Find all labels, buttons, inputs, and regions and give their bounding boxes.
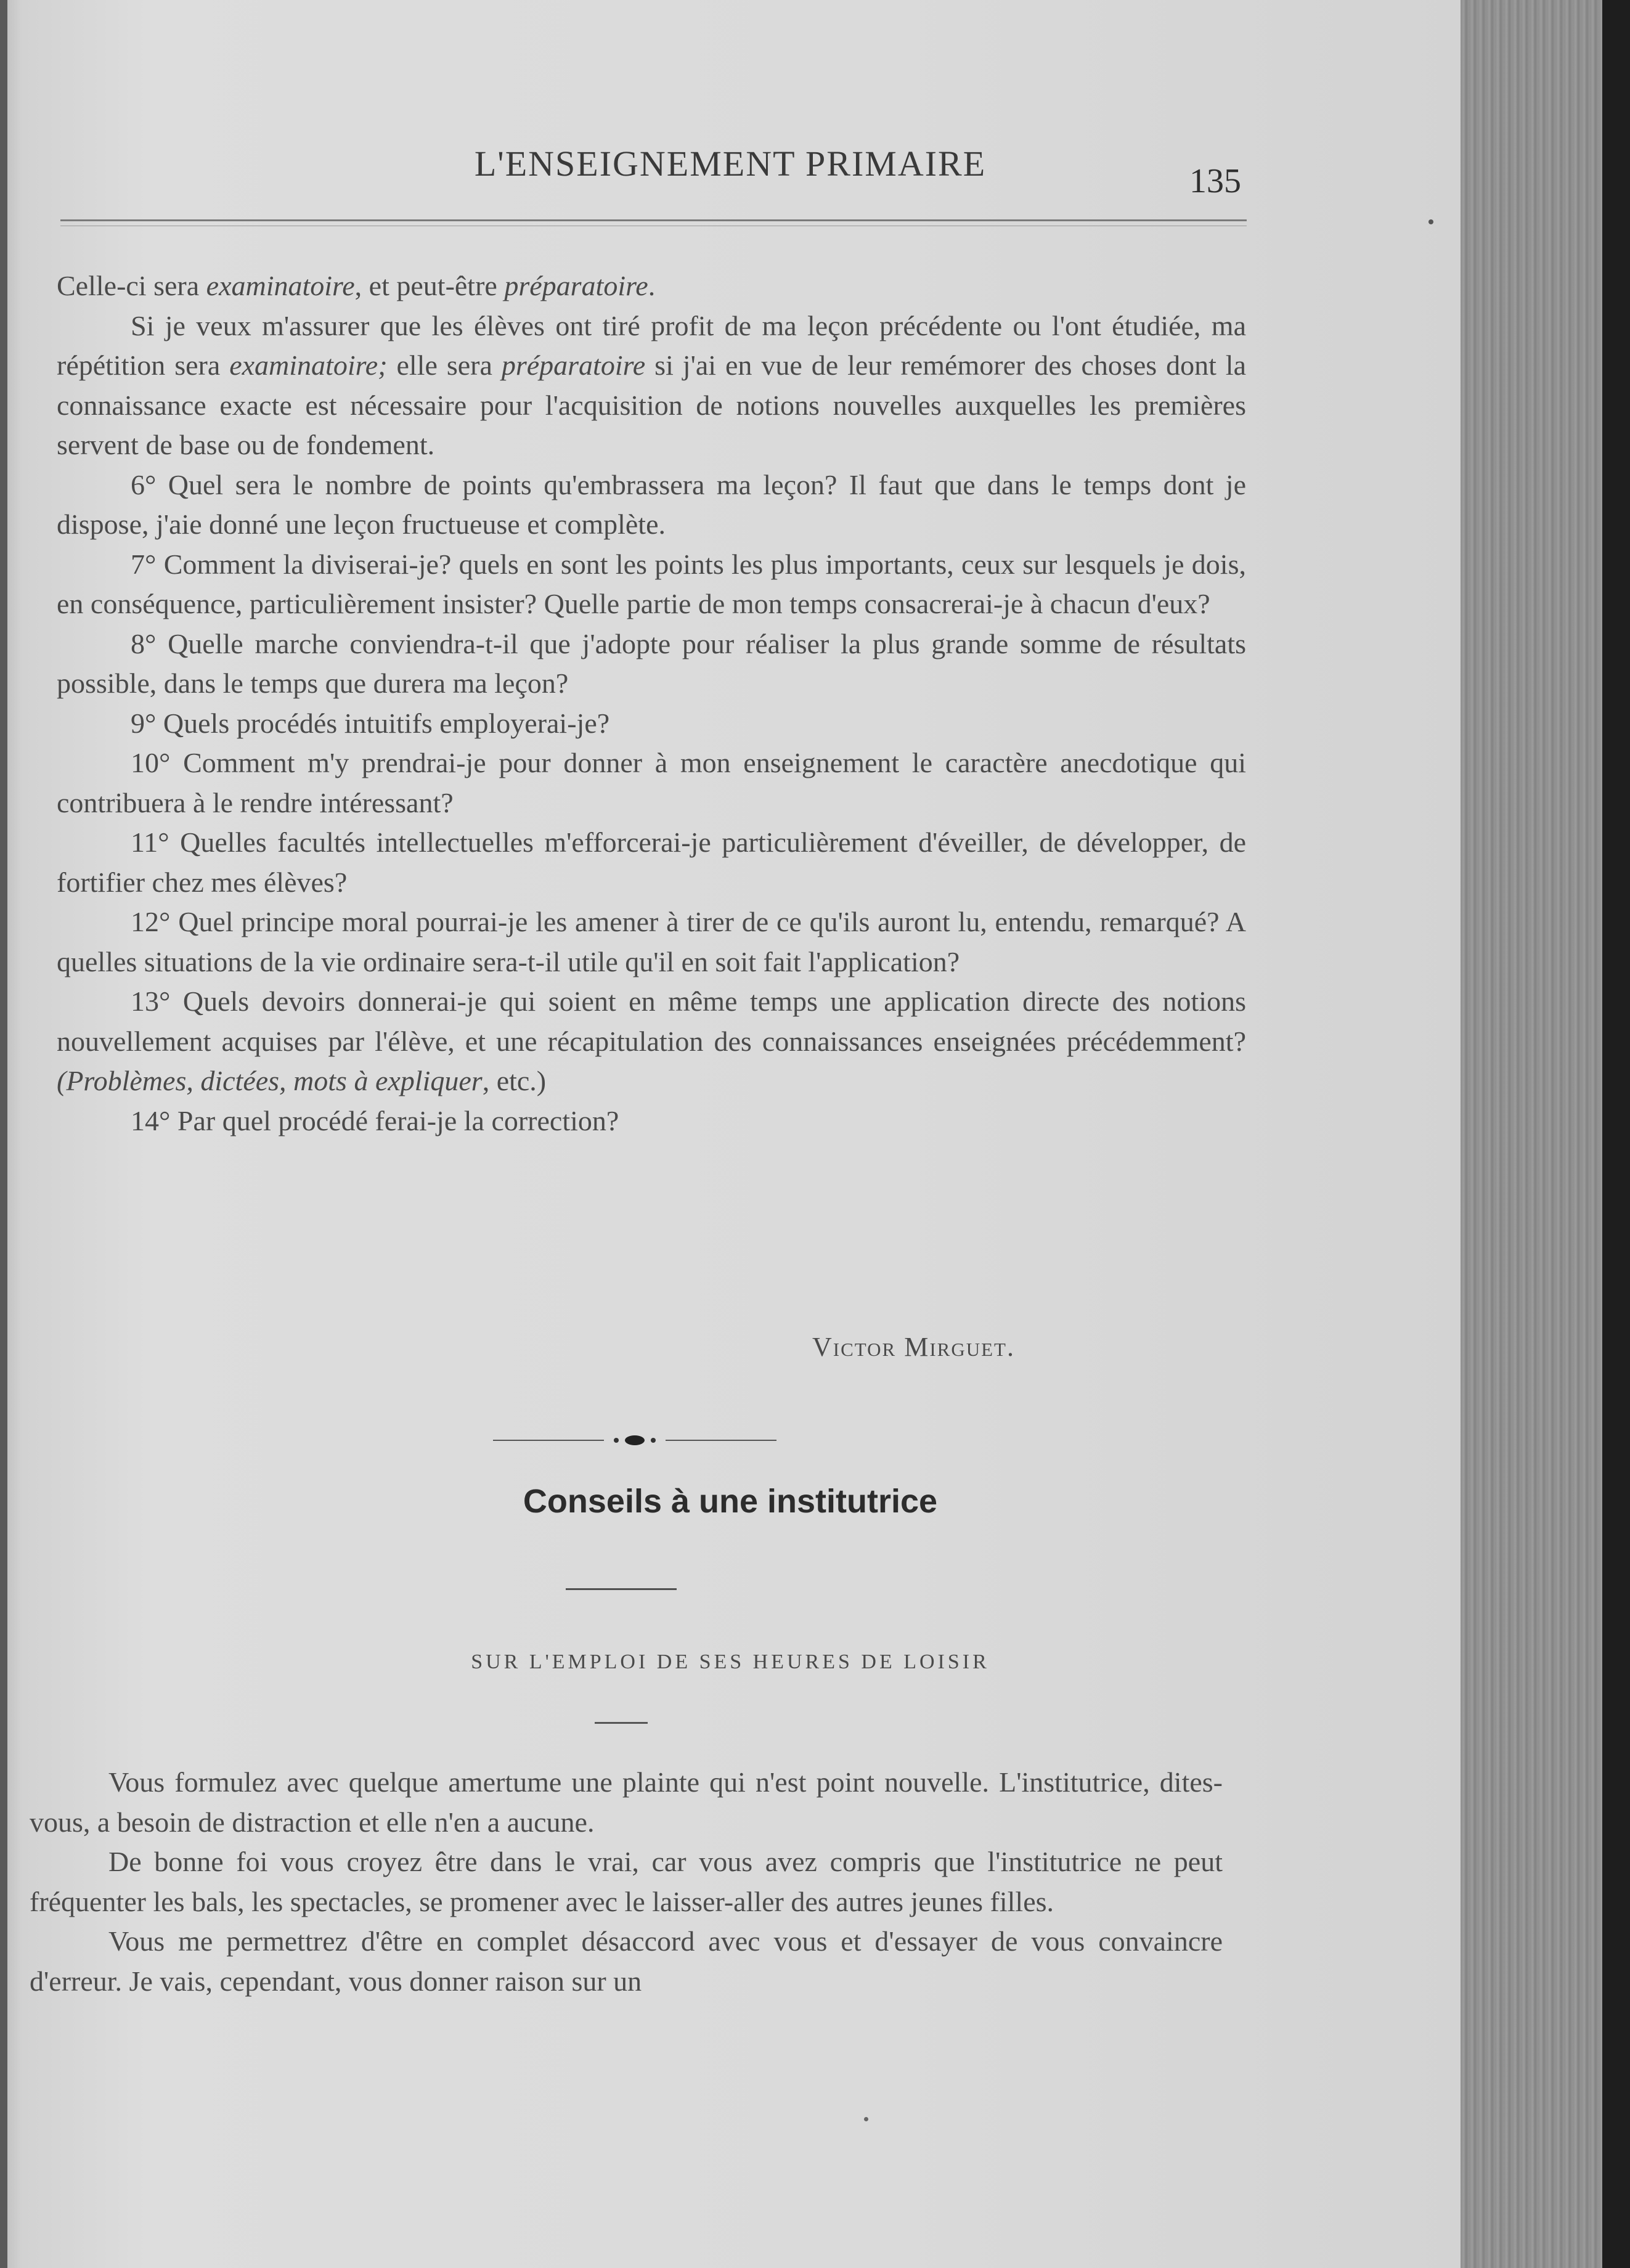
paragraph-text: Vous formulez avec quelque amertume une plainte qui n'est point nouvelle. L'institutrice, dites-vous, a besoin de distraction et elle n'en a aucune. [30,1766,1223,1838]
italic-term: préparatoire [504,270,648,301]
paragraph-text: De bonne foi vous croyez être dans le vrai, car vous avez compris que l'institutrice ne peut fréquenter les bals, les spectacles, se promener avec le laisser-aller des autres jeunes filles. [30,1846,1223,1917]
section-title: Conseils à une institutrice [523,1483,938,1520]
subtitle-rule [595,1722,648,1724]
paragraph-text: . [648,270,656,301]
paragraph [57,982,1246,1101]
paragraph-text: 7° Comment la diviserai-je? quels en sont les points les plus importants, ceux sur lesquels je dois, en conséquence, particulièrement insister? Quelle partie de mon temps consacrerai-je à chacun d'eux? [57,548,1246,619]
paragraph-text: , et peut-être [354,270,505,301]
page-number: 135 [1189,162,1241,200]
paragraph-text: 14° Par quel procédé ferai-je la correction? [131,1104,619,1136]
paragraph [57,902,1246,982]
paragraph-text: 10° Comment m'y prendrai-je pour donner à mon enseignement le caractère anecdotique qui contribuera à le rendre intéressant? [57,747,1246,818]
paragraph [57,704,1246,744]
paragraph-text: si j'ai en vue de leur remémorer des choses dont la connaissance exacte est nécessaire pour l'acquisition de notions nouvelles auxquelles les premières servent de base ou de fondement. [57,349,1247,460]
paragraph-text: 12° Quel principe moral pourrai-je les amener à tirer de ce qu'ils auront lu, entendu, remarqué? A quelles situations de la vie ordinaire sera-t-il utile qu'il en soit fait l'application? [57,906,1246,977]
speck-mark [1428,219,1433,224]
paragraph-text: Vous me permettrez d'être en complet désaccord avec vous et d'essayer de vous convaincre d'erreur. Je vais, cependant, vous donner raison sur un [30,1925,1223,1997]
header-rule [60,219,1247,221]
paragraph-text: Celle-ci sera [57,270,206,301]
paragraph [57,743,1246,823]
section-rule [566,1588,677,1590]
paragraph [57,1101,1246,1141]
page-left-shadow [0,0,7,2268]
article-body [57,266,1246,1141]
paragraph-text: 11° Quelles facultés intellectuelles m'efforcerai-je particulièrement d'éveiller, de développer, de fortifier chez mes élèves? [57,826,1246,898]
paragraph [30,1922,1223,2001]
paragraph-text: 9° Quels procédés intuitifs employerai-je? [131,707,610,739]
paragraph-text: 8° Quelle marche conviendra-t-il que j'adopte pour réaliser la plus grande somme de résultats possible, dans le temps que durera ma leçon? [57,627,1246,699]
paragraph [57,306,1246,465]
ornament-divider-icon [493,1431,776,1450]
italic-term: (Problèmes, dictées, mots à expliquer [57,1065,483,1096]
section-body [30,1763,1223,2001]
paragraph-text: Si je veux m'assurer que les élèves ont tiré profit de ma leçon précédente ou l'ont étudiée, ma répétition sera [57,309,1246,381]
paragraph-text: 13° Quels devoirs donnerai-je qui soient en même temps une application directe des notions nouvellement acquises par l'élève, et une récapitulation des connaissances enseignées précédemment? [57,985,1246,1057]
speck-mark [864,2117,868,2121]
paragraph [30,1842,1223,1922]
running-head: L'ENSEIGNEMENT PRIMAIRE [474,144,987,184]
paragraph [30,1763,1223,1842]
paragraph [57,624,1246,704]
paragraph [57,266,1246,306]
section-subtitle: SUR L'EMPLOI DE SES HEURES DE LOISIR [471,1650,990,1673]
italic-term: préparatoire [501,349,646,381]
paragraph-text: elle sera [387,349,502,381]
paragraph-text: 6° Quel sera le nombre de points qu'embrassera ma leçon? Il faut que dans le temps dont je dispose, j'aie donné une leçon fructueuse et complète. [57,468,1246,540]
italic-term: examinatoire [206,270,355,301]
paragraph [57,465,1246,545]
background-dark [1602,0,1630,2268]
paragraph [57,545,1246,624]
paragraph-text: , etc.) [482,1065,547,1096]
author-signature: Victor Mirguet. [812,1332,1015,1362]
italic-term: examinatoire; [229,349,388,381]
paragraph [57,823,1246,902]
